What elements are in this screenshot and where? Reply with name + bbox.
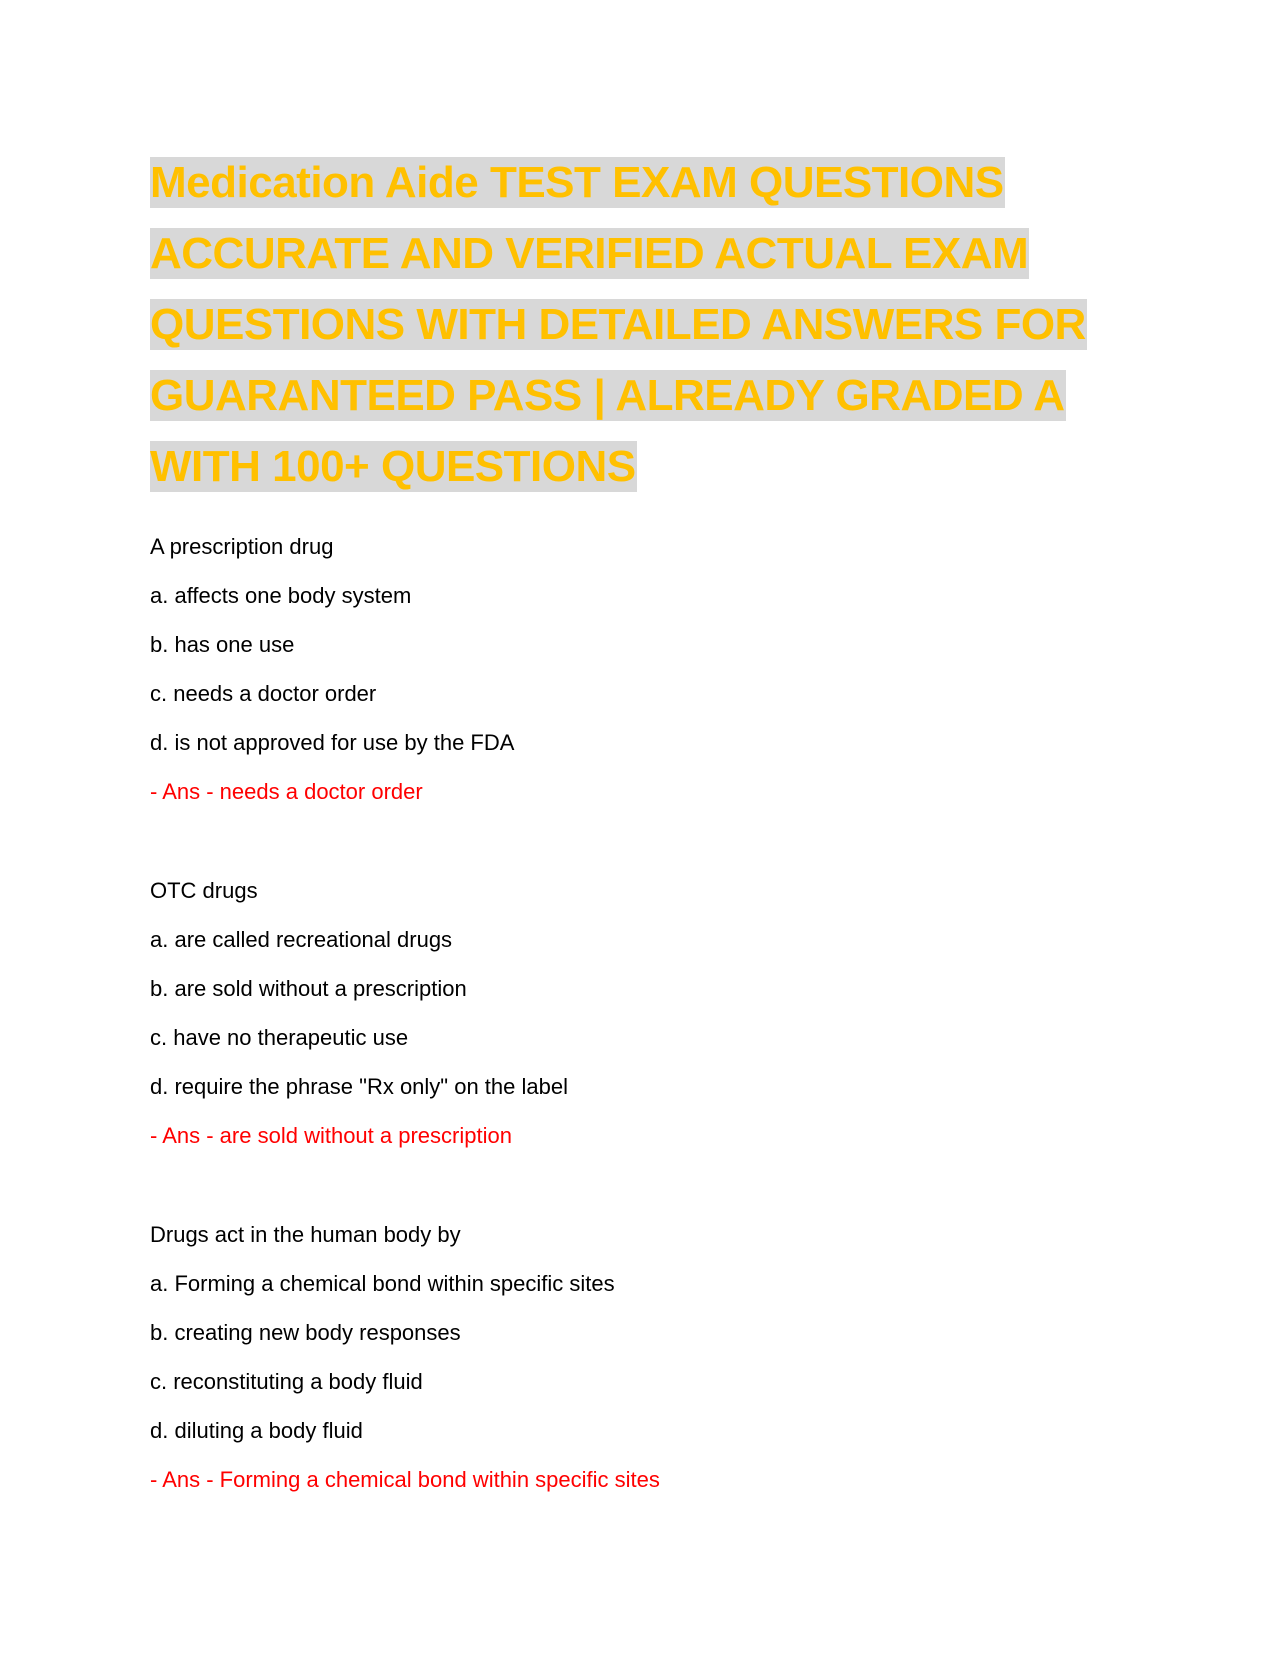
title-line: GUARANTEED PASS | ALREADY GRADED A xyxy=(150,371,1065,420)
question-block xyxy=(150,522,1150,816)
question-stem: OTC drugs xyxy=(150,878,258,903)
answer-option: b. are sold without a prescription xyxy=(150,976,467,1001)
title-line: WITH 100+ QUESTIONS xyxy=(150,442,636,491)
answer-option: a. are called recreational drugs xyxy=(150,927,453,952)
title-line: ACCURATE AND VERIFIED ACTUAL EXAM xyxy=(150,229,1029,278)
answer-option: d. require the phrase "Rx only" on the label xyxy=(150,1074,568,1099)
answer-option: b. has one use xyxy=(150,632,295,657)
document-title xyxy=(150,147,1150,502)
correct-answer: - Ans - Forming a chemical bond within specific sites xyxy=(150,1467,660,1492)
answer-option: d. is not approved for use by the FDA xyxy=(150,730,515,755)
answer-option: d. diluting a body fluid xyxy=(150,1418,363,1443)
title-line: QUESTIONS WITH DETAILED ANSWERS FOR xyxy=(150,300,1086,349)
question-block xyxy=(150,1210,1150,1504)
answer-option: a. Forming a chemical bond within specific sites xyxy=(150,1271,615,1296)
question-stem: A prescription drug xyxy=(150,534,334,559)
answer-option: c. have no therapeutic use xyxy=(150,1025,409,1050)
correct-answer: - Ans - are sold without a prescription xyxy=(150,1123,512,1148)
answer-option: a. affects one body system xyxy=(150,583,412,608)
correct-answer: - Ans - needs a doctor order xyxy=(150,779,423,804)
answer-option: b. creating new body responses xyxy=(150,1320,461,1345)
question-block xyxy=(150,866,1150,1160)
answer-option: c. reconstituting a body fluid xyxy=(150,1369,423,1394)
question-stem: Drugs act in the human body by xyxy=(150,1222,461,1247)
title-line: Medication Aide TEST EXAM QUESTIONS xyxy=(150,158,1004,207)
document-page xyxy=(150,147,1150,1504)
answer-option: c. needs a doctor order xyxy=(150,681,377,706)
